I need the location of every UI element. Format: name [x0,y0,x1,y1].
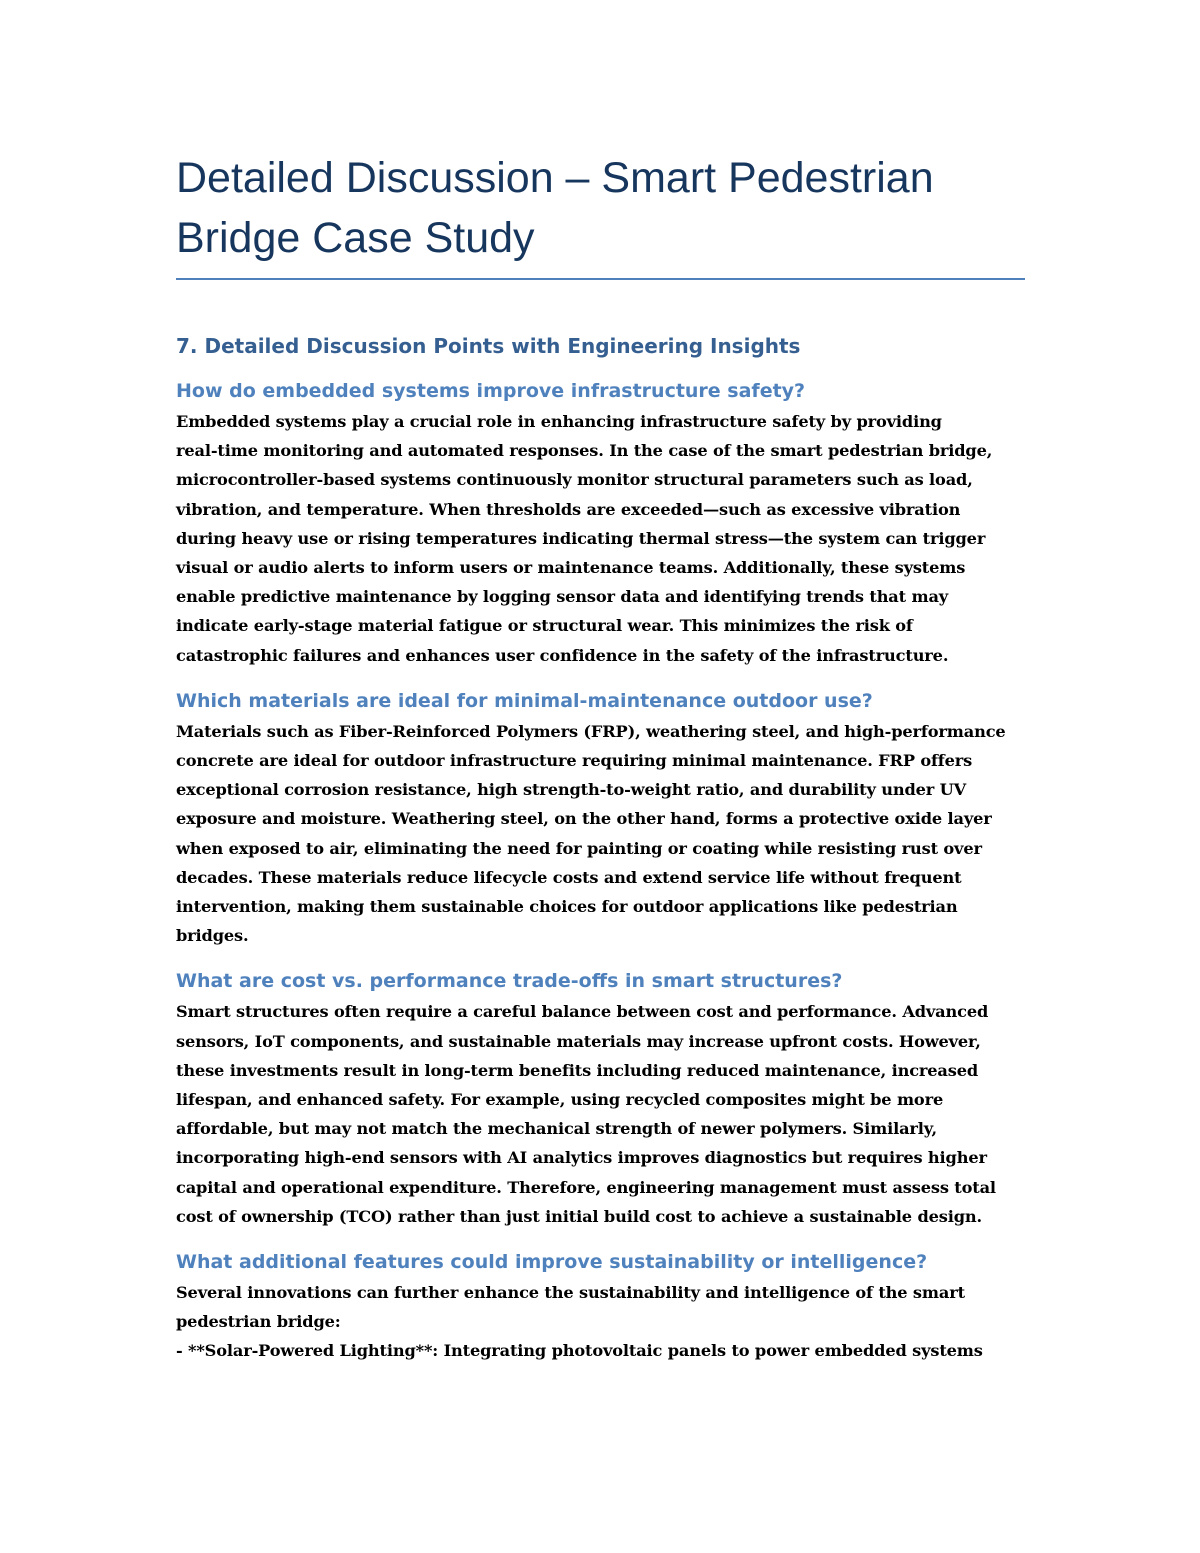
answer-line: indicate early-stage material fatigue or structural wear. This minimizes the risk of [176,616,913,636]
answer-line: during heavy use or rising temperatures indicating thermal stress—the system can trigger [176,528,986,548]
answer-line: capital and operational expenditure. Therefore, engineering management must assess total [176,1177,996,1197]
section-heading: 7. Detailed Discussion Points with Engineering Insights [176,334,801,358]
answer-line: bridges. [176,926,249,946]
document-title [176,148,1026,268]
question-block [176,1248,1026,1366]
answer-line: microcontroller-based systems continuously monitor structural parameters such as load, [176,470,973,490]
answer-line: incorporating high-end sensors with AI analytics improves diagnostics but requires higher [176,1148,987,1168]
question-heading: What are cost vs. performance trade-offs in smart structures? [176,970,843,993]
question-block [176,377,1026,670]
answer-line: catastrophic failures and enhances user confidence in the safety of the infrastructure. [176,645,949,665]
answer-line: lifespan, and enhanced safety. For example, using recycled composites might be more [176,1090,944,1110]
question-heading: Which materials are ideal for minimal-maintenance outdoor use? [176,689,873,712]
answer-line: decades. These materials reduce lifecycle costs and extend service life without frequent [176,867,962,887]
answer-line: cost of ownership (TCO) rather than just initial build cost to achieve a sustainable design. [176,1206,982,1226]
answer-line: exceptional corrosion resistance, high strength-to-weight ratio, and durability under UV [176,780,967,800]
answer-line: Several innovations can further enhance the sustainability and intelligence of the smart [176,1283,965,1303]
question-block [176,687,1026,951]
answer-paragraph [176,717,1026,951]
answer-paragraph [176,997,1026,1231]
answer-paragraph [176,407,1026,670]
answer-line: visual or audio alerts to inform users or maintenance teams. Additionally, these systems [176,558,966,578]
answer-line: affordable, but may not match the mechanical strength of newer polymers. Similarly, [176,1119,937,1139]
answer-line: intervention, making them sustainable choices for outdoor applications like pedestrian [176,897,958,917]
answer-line: Materials such as Fiber-Reinforced Polymers (FRP), weathering steel, and high-performance [176,721,1006,741]
answer-line: enable predictive maintenance by logging sensor data and identifying trends that may [176,587,949,607]
answer-line: these investments result in long-term benefits including reduced maintenance, increased [176,1060,979,1080]
answer-line: Smart structures often require a careful balance between cost and performance. Advanced [176,1002,989,1022]
answer-paragraph [176,1278,1026,1366]
answer-line: sensors, IoT components, and sustainable materials may increase upfront costs. However, [176,1031,981,1051]
answer-line: exposure and moisture. Weathering steel, on the other hand, forms a protective oxide layer [176,809,992,829]
answer-line: when exposed to air, eliminating the need for painting or coating while resisting rust over [176,838,982,858]
questions-list [176,377,1026,1366]
answer-line: - **Solar-Powered Lighting**: Integrating photovoltaic panels to power embedded systems [176,1341,983,1361]
answer-line: Embedded systems play a crucial role in enhancing infrastructure safety by providing [176,412,942,431]
title-line-2: Bridge Case Study [176,214,535,262]
answer-line: pedestrian bridge: [176,1312,341,1332]
answer-line: real-time monitoring and automated responses. In the case of the smart pedestrian bridge, [176,441,993,461]
question-block [176,967,1026,1231]
document-content [176,148,1026,1366]
question-heading: How do embedded systems improve infrastructure safety? [176,380,806,402]
title-line-1: Detailed Discussion – Smart Pedestrian [176,154,934,202]
question-heading: What additional features could improve sustainability or intelligence? [176,1251,928,1274]
answer-line: vibration, and temperature. When thresholds are exceeded—such as excessive vibration [176,499,961,519]
title-underline-rule [176,278,1025,280]
answer-line: concrete are ideal for outdoor infrastructure requiring minimal maintenance. FRP offers [176,751,973,771]
